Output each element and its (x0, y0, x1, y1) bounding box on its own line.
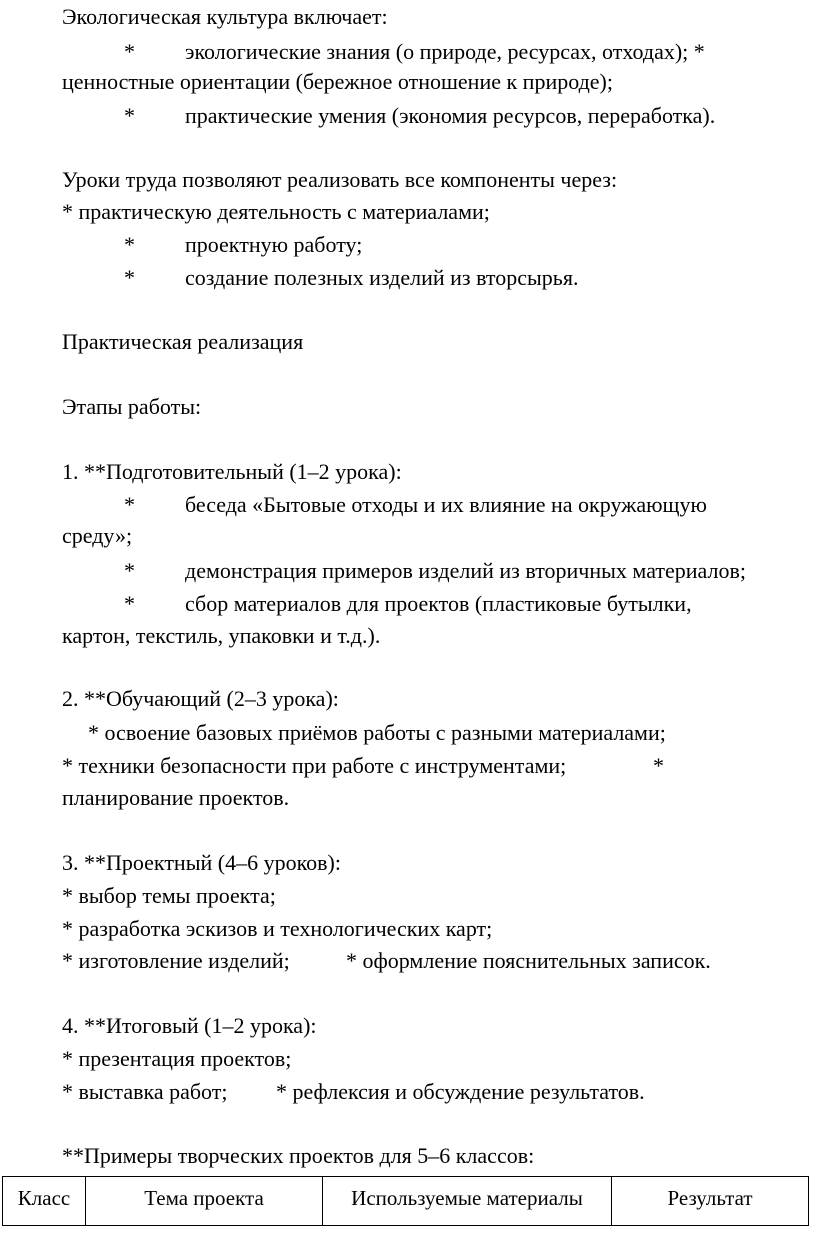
list-item-continuation: планирование проектов. (62, 785, 290, 810)
list-item: * презентация проектов; (62, 1046, 292, 1071)
list-item: беседа «Бытовые отходы и их влияние на окружающую (185, 492, 707, 517)
list-item: * выбор темы проекта; (62, 883, 276, 908)
bullet-marker: * (124, 103, 135, 128)
list-item-continuation: среду»; (62, 523, 133, 548)
table-header-cell: Класс (3, 1177, 86, 1226)
stage-title: 1. **Подготовительный (1–2 урока): (62, 459, 402, 484)
list-item: * разработка эскизов и технологических карт; (62, 916, 493, 941)
list-item: * оформление пояснительных записок. (346, 948, 711, 973)
list-item: * выставка работ; (62, 1079, 228, 1104)
table-header-cell: Тема проекта (86, 1177, 323, 1226)
stage-title: 4. **Итоговый (1–2 урока): (62, 1013, 317, 1038)
list-item: * техники безопасности при работе с инструментами; (62, 753, 567, 778)
list-item: создание полезных изделий из вторсырья. (185, 265, 579, 290)
bullet-marker: * (653, 753, 664, 778)
stage-title: 2. **Обучающий (2–3 урока): (62, 686, 339, 711)
table-header-cell: Используемые материалы (323, 1177, 612, 1226)
list-item: практические умения (экономия ресурсов, переработка). (185, 103, 716, 128)
list-item: проектную работу; (185, 232, 363, 257)
section-heading: Этапы работы: (62, 394, 202, 419)
list-item: демонстрация примеров изделий из вторичных материалов; (185, 558, 746, 583)
list-item: * рефлексия и обсуждение результатов. (276, 1079, 645, 1104)
bullet-marker: * (124, 558, 135, 583)
list-item: экологические знания (о природе, ресурсах, отходах); * (185, 39, 705, 64)
list-item: * освоение базовых приёмов работы с разными материалами; (88, 720, 666, 745)
bullet-marker: * (124, 39, 135, 64)
list-item-continuation: картон, текстиль, упаковки и т.д.). (62, 623, 381, 648)
table-header-row (3, 1177, 809, 1226)
list-item: сбор материалов для проектов (пластиковые бутылки, (185, 591, 692, 616)
list-item: * практическую деятельность с материалами; (62, 199, 490, 224)
list-item: * изготовление изделий; (62, 948, 290, 973)
intro-heading: Экологическая культура включает: (62, 4, 388, 29)
section-heading: Практическая реализация (62, 329, 304, 354)
stage-title: 3. **Проектный (4–6 уроков): (62, 850, 341, 875)
bullet-marker: * (124, 265, 135, 290)
table-header-cell: Результат (612, 1177, 809, 1226)
bullet-marker: * (124, 591, 135, 616)
bullet-marker: * (124, 492, 135, 517)
lessons-intro: Уроки труда позволяют реализовать все компоненты через: (62, 167, 618, 192)
examples-heading: **Примеры творческих проектов для 5–6 классов: (62, 1143, 535, 1168)
projects-table (2, 1176, 809, 1226)
bullet-marker: * (124, 232, 135, 257)
list-item-continuation: ценностные ориентации (бережное отношение к природе); (62, 69, 613, 94)
